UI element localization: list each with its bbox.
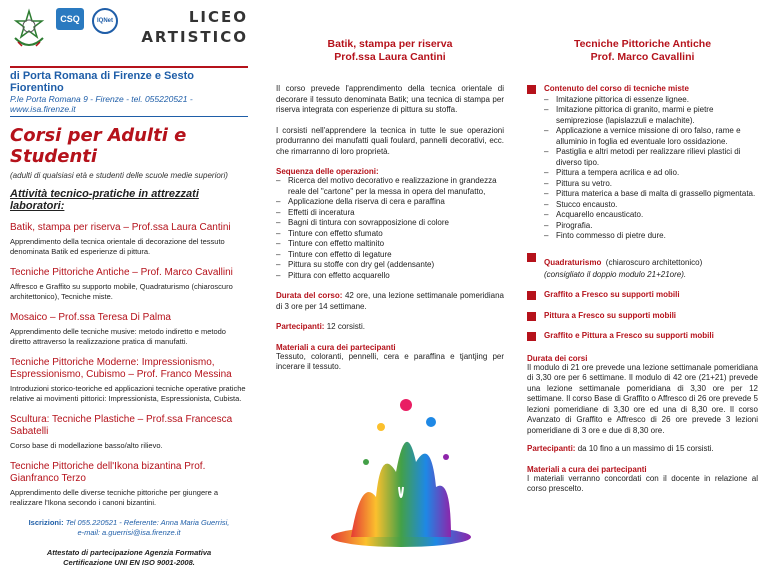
left-column <box>0 0 256 567</box>
list-item: – Pittura con effetto acquarello <box>276 271 504 282</box>
course-title-batik: Batik, stampa per riserva – Prof.ssa Laura Cantini <box>10 222 231 233</box>
list-item: – Tinture con effetto di legature <box>276 250 504 261</box>
list-item: – Pirografia. <box>544 221 758 232</box>
list-item: – Stucco encausto. <box>544 200 758 211</box>
school-header <box>10 66 248 117</box>
list-item: – Effetti di inceratura <box>276 208 504 219</box>
middle-column <box>262 0 512 543</box>
batik-paragraph-2: I corsisti nell'apprendere la tecnica in tutte le sue operazioni produrranno dei manufatti quali foulard, pannelli decorativi, ecc. che rimarranno di loro proprietà. <box>276 125 504 156</box>
list-item: – Pittura su stoffe con dry gel (addensante) <box>276 260 504 271</box>
cert-line-1: Attestato di partecipazione Agenzia Formativa <box>46 548 212 557</box>
artistico-word: ARTISTICO <box>141 28 248 46</box>
materials-text: Tessuto, coloranti, pennelli, cera e paraffina e tjantjing per incerare il tessuto. <box>276 351 504 371</box>
antiche-heading-line2: Prof. Marco Cavallini <box>590 51 695 63</box>
list-item: – Finto commesso di pietre dure. <box>544 231 758 242</box>
course-desc-mosaico: Apprendimento delle tecniche musive: metodo indiretto e metodo diretto attraverso la realizzazione pratica di manufatti. <box>10 327 226 346</box>
course-desc-scultura: Corso base di modellazione basso/alto rilievo. <box>10 441 163 450</box>
sequence-label: Sequenza delle operazioni: <box>276 167 379 176</box>
participants-block <box>527 444 758 455</box>
pittura-fresco-label: Pittura a Fresco su supporti mobili <box>544 310 677 320</box>
list-item: – Imitazione pittorica di granito, marmi e pietre semipreziose (lapislazzuli e malachite). <box>544 105 758 126</box>
section-heading: Attività tecnico-pratiche in attrezzati laboratori: <box>10 188 199 212</box>
content-label: Contenuto del corso di tecniche miste <box>544 84 689 93</box>
course-title-moderne: Tecniche Pittoriche Moderne: Impressionismo, Espressionismo, Cubismo – Prof. Franco Messina <box>10 357 232 380</box>
list-item: – Ricerca del motivo decorativo e realizzazione in grandezza reale del "cartone" per la messa in opera del manufatto, <box>276 176 504 197</box>
italian-republic-emblem-icon <box>10 8 48 54</box>
graffito-pittura-section <box>527 331 758 342</box>
materials-label: Materiali a cura dei partecipanti <box>527 464 647 474</box>
participants-label: Partecipanti: <box>276 322 325 331</box>
course-desc-ikona: Apprendimento delle diverse tecniche pittoriche per giungere a realizzare l'Ikona secondo i canoni bizantini. <box>10 488 219 507</box>
quadraturismo-section <box>527 252 758 281</box>
course-desc-antiche: Affresco e Graffito su supporto mobile, Quadraturismo (chiaroscuro architettonico), Tecniche miste. <box>10 282 233 301</box>
right-column <box>517 0 768 543</box>
list-item: – Imitazione pittorica di essenze lignee. <box>544 95 758 106</box>
audience-note: (adulti di qualsiasi età e studenti delle scuole medie superiori) <box>10 171 228 180</box>
list-item: – Tinture con effetto maltinito <box>276 239 504 250</box>
contacts-label: Iscrizioni: <box>28 518 64 527</box>
header-logos <box>10 8 248 64</box>
list-item: – Acquarello encausticato. <box>544 210 758 221</box>
durata-corsi-label: Durata dei corsi <box>527 353 588 363</box>
antiche-heading <box>527 38 758 64</box>
cert-line-2: Certificazione UNI EN ISO 9001-2008. <box>63 558 195 567</box>
list-item: – Pittura a tempera acrilica e ad olio. <box>544 168 758 179</box>
contacts-phone: Tel 055.220521 - Referente: Anna Maria Guerrisi, <box>65 518 230 527</box>
duration-label: Durata del corso: <box>276 291 343 300</box>
bullet-square-icon <box>527 291 536 300</box>
course-title-antiche: Tecniche Pittoriche Antiche – Prof. Marco Cavallini <box>10 267 233 278</box>
list-item: – Pastiglia e altri metodi per realizzare rilievi plastici di diverso tipo. <box>544 147 758 168</box>
list-item: – Tinture con effetto sfumato <box>276 229 504 240</box>
duration-text: 42 ore, una lezione settimanale pomeridiana di 3 ore per 14 settimane. <box>276 291 504 311</box>
content-list <box>544 95 758 242</box>
certification-note <box>10 548 248 568</box>
paint-splash-image <box>321 387 481 552</box>
liceo-artistico-logo <box>141 8 248 46</box>
batik-heading-line2: Prof.ssa Laura Cantini <box>334 51 446 63</box>
duration-block <box>276 291 504 312</box>
bullet-square-icon <box>527 85 536 94</box>
list-item: – Applicazione a vernice missione di oro falso, rame e alluminio in foglia ed eventuale loro ossidazione. <box>544 126 758 147</box>
bullet-square-icon <box>527 253 536 262</box>
graffito-pittura-label: Graffito e Pittura a Fresco su supporti mobili <box>544 331 714 340</box>
materials-label: Materiali a cura dei partecipanti <box>276 342 396 352</box>
batik-paragraph-1: Il corso prevede l'apprendimento della tecnica orientale di decorare il tessuto denominata Batik; una tecnica di stampa per riserva integrata con esperienze di pittura su stoffa. <box>276 84 504 114</box>
quad-note: (consigliato il doppio modulo 21+21ore). <box>544 269 687 279</box>
quad-extra: (chiaroscuro architettonico) <box>605 257 703 267</box>
participants-text: 12 corsisti. <box>326 322 365 331</box>
course-title-mosaico: Mosaico – Prof.ssa Teresa Di Palma <box>10 312 171 323</box>
list-item: – Bagni di tintura con sovrapposizione di colore <box>276 218 504 229</box>
course-desc-batik: Apprendimento della tecnica orientale di decorazione del tessuto denominata Batik ed esperienze di pittura. <box>10 237 225 256</box>
list-item: – Pittura materica a base di malta di grassello pigmentata. <box>544 189 758 200</box>
course-desc-moderne: Introduzioni storico-teoriche ed applicazioni tecniche operative pratiche relative ai movimenti pittorici: Impressionista, Espressionista, Cubista. <box>10 384 246 403</box>
contacts-email[interactable]: e-mail: a.guerrisi@isa.firenze.it <box>77 528 181 537</box>
graffito-section <box>527 290 758 301</box>
csq-logo-icon: CSQ <box>56 8 84 30</box>
course-title-scultura: Scultura: Tecniche Plastiche – Prof.ssa Francesca Sabatelli <box>10 414 233 437</box>
liceo-word: LICEO <box>188 8 248 26</box>
list-item: – Pittura su vetro. <box>544 179 758 190</box>
course-title-ikona: Tecniche Pittoriche dell'Ikona bizantina Prof. Gianfranco Terzo <box>10 461 206 484</box>
school-address: P.le Porta Romana 9 - Firenze - tel. 055220521 - www.isa.firenze.it <box>10 94 248 117</box>
list-item: – Applicazione della riserva di cera e paraffina <box>276 197 504 208</box>
iqnet-logo-icon: IQNet <box>92 8 118 34</box>
durata-corsi-text: Il modulo di 21 ore prevede una lezione settimanale pomeridiana di 3,30 ore per 6 settimane. Il modulo di 42 ore (21+21) prevede una lezione settimanale pomeridiana di 3,30 ore per 12 settimane. Il corso Base di Graffito o Affresco di 26 ore prevede 5 lezioni pomeridiane di 3,30 ore ed una di 8,30 ore. Il corso Avanzato di Graffito e Affresco di 26 ore prevede 3 lezioni pomeridiane di 3 ore e due di 8,30 ore. <box>527 362 758 435</box>
participants-label: Partecipanti: <box>527 444 576 453</box>
batik-heading-line1: Batik, stampa per riserva <box>327 38 453 50</box>
antiche-heading-line1: Tecniche Pittoriche Antiche <box>573 38 712 50</box>
sequence-list <box>276 176 504 281</box>
materials-text: I materiali verranno concordati con il docente in relazione al corso prescelto. <box>527 473 758 493</box>
page-title: Corsi per Adulti e Studenti <box>10 125 187 167</box>
contacts-block <box>10 518 248 538</box>
pittura-fresco-section <box>527 311 758 322</box>
quad-label: Quadraturismo <box>544 257 602 267</box>
content-section <box>527 84 758 95</box>
participants-block <box>276 322 504 333</box>
bullet-square-icon <box>527 312 536 321</box>
batik-heading <box>276 38 504 64</box>
school-name: di Porta Romana di Firenze e Sesto Fiorentino <box>10 70 194 94</box>
participants-text: da 10 fino a un massimo di 15 corsisti. <box>577 444 714 453</box>
graffito-label: Graffito a Fresco su supporti mobili <box>544 290 680 299</box>
bullet-square-icon <box>527 332 536 341</box>
